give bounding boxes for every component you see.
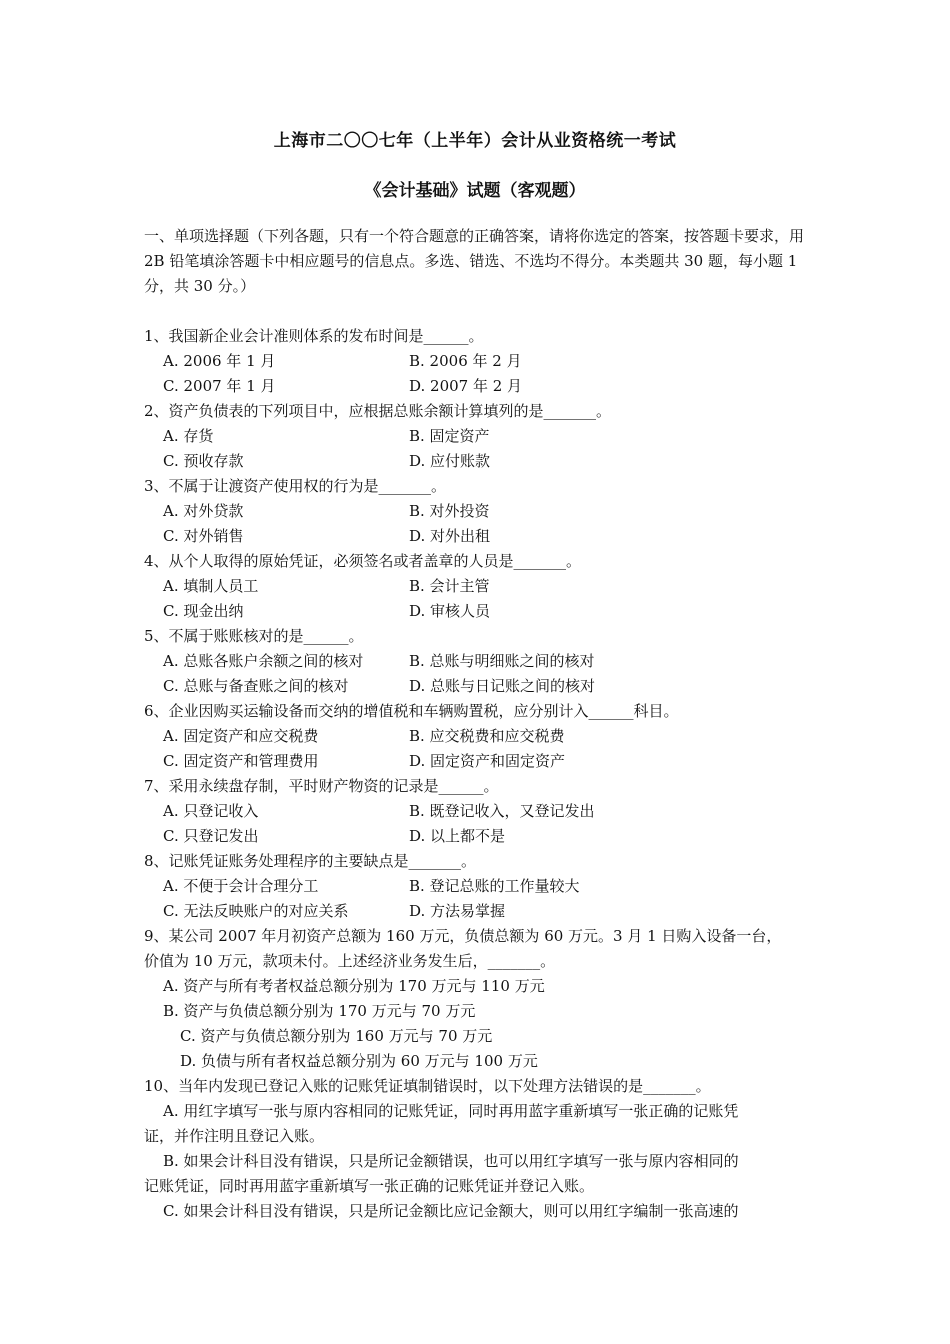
option-c: C. 2007 年 1 月 [163,377,276,395]
option-row [144,674,824,699]
option-d: D. 审核人员 [409,602,491,620]
option-d: D. 应付账款 [409,452,491,470]
question-stem: 4、从个人取得的原始凭证，必须签名或者盖章的人员是_______。 [144,552,582,570]
option-c: C. 无法反映账户的对应关系 [163,902,349,920]
option-b: B. 登记总账的工作量较大 [409,877,580,895]
question-stem-continued: 价值为 10 万元，款项未付。上述经济业务发生后，_______。 [144,952,556,970]
option-c: C. 总账与备查账之间的核对 [163,677,349,695]
question-list [144,324,824,1224]
option-b-line1: B. 如果会计科目没有错误，只是所记金额错误，也可以用红字填写一张与原内容相同的 [163,1152,739,1170]
option-row [144,724,824,749]
option-a-line1: A. 用红字填写一张与原内容相同的记账凭证，同时再用蓝字重新填写一张正确的记账凭 [163,1102,739,1120]
question-stem: 8、记账凭证账务处理程序的主要缺点是_______。 [144,852,477,870]
exam-subtitle: 《会计基础》试题（客观题） [364,181,586,201]
option-c: C. 资产与负债总额分别为 160 万元与 70 万元 [180,1027,493,1045]
question-stem: 5、不属于账账核对的是______。 [144,627,364,645]
option-d: D. 对外出租 [409,527,491,545]
option-a-line2: 证，并作注明且登记入账。 [144,1127,325,1145]
option-d: D. 方法易掌握 [409,902,506,920]
option-row [144,899,824,924]
option-c: C. 现金出纳 [163,602,244,620]
option-c: C. 只登记发出 [163,827,259,845]
option-a: A. 资产与所有考者权益总额分别为 170 万元与 110 万元 [163,977,545,995]
option-a: A. 填制人员工 [163,577,259,595]
question-stem: 10、当年内发现已登记入账的记账凭证填制错误时，以下处理方法错误的是_______。 [144,1077,711,1095]
option-d: D. 总账与日记账之间的核对 [409,677,596,695]
option-d: D. 以上都不是 [409,827,506,845]
option-d: D. 固定资产和固定资产 [409,752,566,770]
option-d: D. 2007 年 2 月 [409,377,523,395]
option-row [144,424,824,449]
option-b: B. 应交税费和应交税费 [409,727,565,745]
question-stem: 9、某公司 2007 年月初资产总额为 160 万元，负债总额为 60 万元。3 月 1 日购入设备一台， [144,927,782,945]
section-instructions: 一、单项选择题（下列各题，只有一个符合题意的正确答案，请将你选定的答案，按答题卡要求，用 2B 铅笔填涂答题卡中相应题号的信息点。多选、错选、不选均不得分。本类题共 30 题，每小题 1 分，共 30 分。） [144,227,805,295]
option-row [144,524,824,549]
option-b: B. 资产与负债总额分别为 170 万元与 70 万元 [163,1002,476,1020]
option-b: B. 总账与明细账之间的核对 [409,652,595,670]
option-a: A. 2006 年 1 月 [163,352,276,370]
option-row [144,824,824,849]
option-row [144,499,824,524]
option-b: B. 固定资产 [409,427,490,445]
option-c: C. 对外销售 [163,527,244,545]
exam-title: 上海市二〇〇七年（上半年）会计从业资格统一考试 [273,131,677,151]
option-row [144,349,824,374]
option-d: D. 负债与所有者权益总额分别为 60 万元与 100 万元 [180,1052,538,1070]
option-row [144,374,824,399]
option-a: A. 固定资产和应交税费 [163,727,319,745]
option-row [144,874,824,899]
option-a: A. 只登记收入 [163,802,259,820]
option-row [144,749,824,774]
option-row [144,449,824,474]
question-stem: 6、企业因购买运输设备而交纳的增值税和车辆购置税，应分别计入______科目。 [144,702,679,720]
option-row [144,649,824,674]
option-b: B. 既登记收入，又登记发出 [409,802,595,820]
question-stem: 3、不属于让渡资产使用权的行为是_______。 [144,477,447,495]
option-c: C. 预收存款 [163,452,244,470]
option-a: A. 总账各账户余额之间的核对 [163,652,364,670]
option-b-line2: 记账凭证，同时再用蓝字重新填写一张正确的记账凭证并登记入账。 [144,1177,595,1195]
option-row [144,599,824,624]
option-row [144,799,824,824]
question-stem: 1、我国新企业会计准则体系的发布时间是______。 [144,327,484,345]
option-row [144,574,824,599]
option-b: B. 会计主管 [409,577,490,595]
question-stem: 7、采用永续盘存制，平时财产物资的记录是______。 [144,777,499,795]
question-stem: 2、资产负债表的下列项目中，应根据总账余额计算填列的是_______。 [144,402,612,420]
option-b: B. 2006 年 2 月 [409,352,522,370]
option-a: A. 不便于会计合理分工 [163,877,319,895]
option-a: A. 存货 [163,427,214,445]
option-c-line1: C. 如果会计科目没有错误，只是所记金额比应记金额大，则可以用红字编制一张高速的 [163,1202,739,1220]
option-a: A. 对外贷款 [163,502,244,520]
option-b: B. 对外投资 [409,502,490,520]
option-c: C. 固定资产和管理费用 [163,752,319,770]
